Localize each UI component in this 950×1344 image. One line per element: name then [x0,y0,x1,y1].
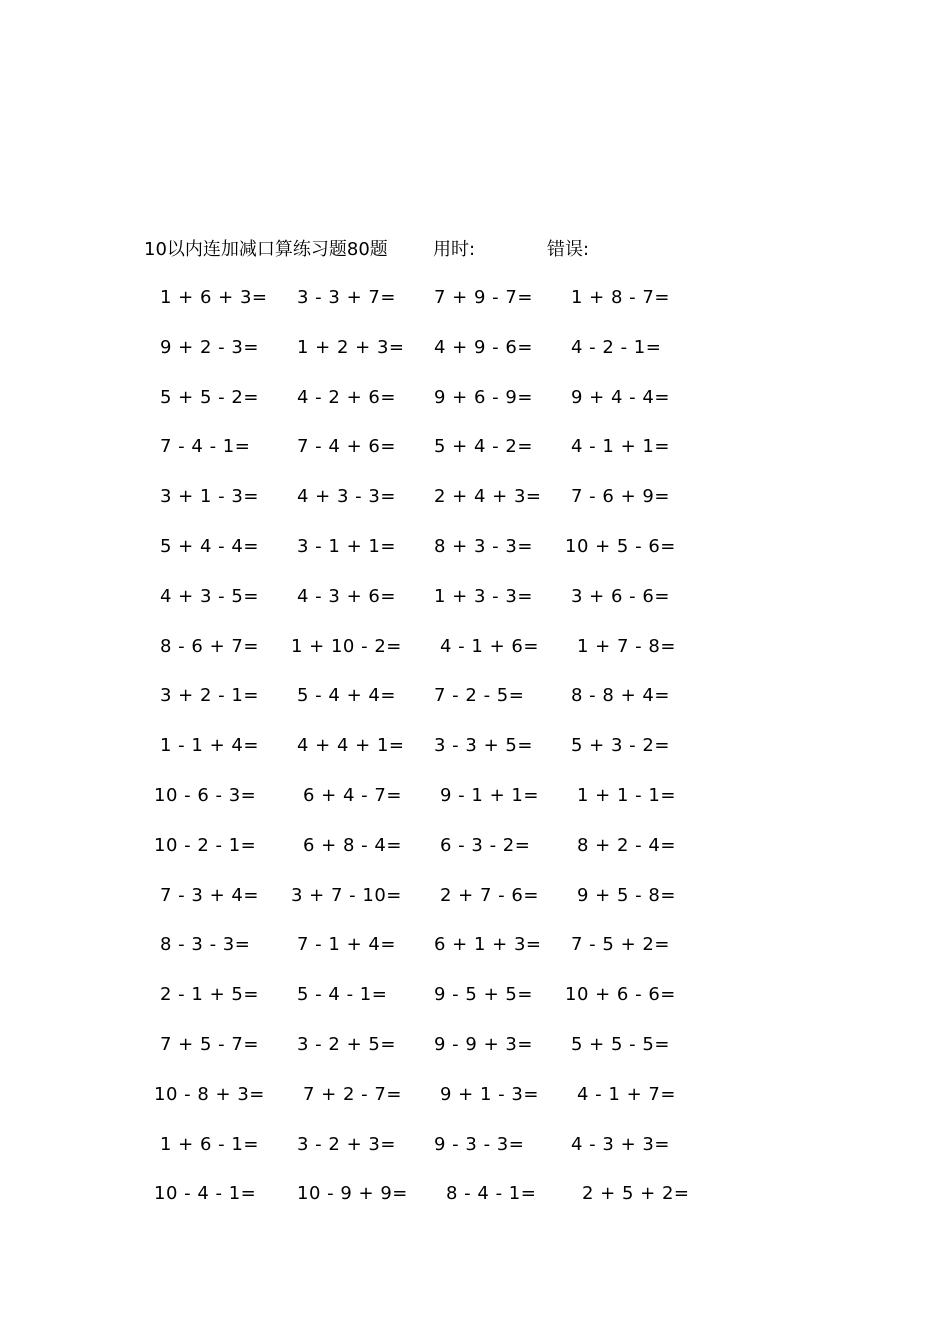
problem: 4 + 9 - 6= [434,336,533,358]
problem-row [140,633,700,683]
problem: 4 - 3 + 6= [297,585,396,607]
problem: 7 - 4 + 6= [297,436,396,458]
problem: 1 + 6 + 3= [160,287,268,308]
problem-row [140,931,700,981]
problem: 3 - 2 + 3= [297,1133,396,1155]
problem: 7 + 9 - 7= [434,287,533,308]
problem: 10 + 6 - 6= [565,984,676,1006]
problem-row [140,1031,700,1081]
problem: 5 - 4 - 1= [297,984,388,1006]
problem-row [140,981,700,1031]
problem: 10 - 8 + 3= [154,1083,265,1105]
problem: 4 - 1 + 1= [571,436,670,458]
problem: 9 - 9 + 3= [434,1033,533,1055]
problem: 1 + 10 - 2= [291,635,402,657]
problem: 6 + 1 + 3= [434,934,542,956]
problem: 9 - 5 + 5= [434,984,533,1006]
problem: 5 + 5 - 2= [160,386,259,408]
problem: 8 + 3 - 3= [434,535,533,557]
problem: 2 + 5 + 2= [582,1183,690,1205]
problem: 9 + 4 - 4= [571,386,670,408]
problem: 3 - 3 + 5= [434,735,533,757]
problem: 7 + 5 - 7= [160,1033,259,1055]
problem: 7 - 4 - 1= [160,436,251,458]
problem: 4 - 3 + 3= [571,1133,670,1155]
problem-row [140,1131,700,1181]
problem: 8 - 3 - 3= [160,934,251,956]
problem-row [140,732,700,782]
problem: 9 - 1 + 1= [440,784,539,806]
problem: 1 + 8 - 7= [571,287,670,308]
problem: 6 + 8 - 4= [303,834,402,856]
problem: 7 + 2 - 7= [303,1083,402,1105]
problem: 5 + 4 - 2= [434,436,533,458]
problem: 3 - 3 + 7= [297,287,396,308]
problem: 9 + 1 - 3= [440,1083,539,1105]
problem-row [140,882,700,932]
problem: 9 + 6 - 9= [434,386,533,408]
problem: 1 + 7 - 8= [577,635,676,657]
problem: 8 - 6 + 7= [160,635,259,657]
problem-row [140,1081,700,1131]
problem-row [140,1180,700,1230]
problem: 7 - 1 + 4= [297,934,396,956]
problem: 3 + 6 - 6= [571,585,670,607]
problem: 8 - 8 + 4= [571,685,670,707]
problem: 9 + 2 - 3= [160,336,259,358]
problem: 10 - 2 - 1= [154,834,257,856]
problem: 9 - 3 - 3= [434,1133,525,1155]
problem: 1 + 1 - 1= [577,784,676,806]
problem: 1 + 2 + 3= [297,336,405,358]
problem-row [140,832,700,882]
problem: 10 - 4 - 1= [154,1183,257,1205]
problem-row [140,682,700,732]
problem-row [140,433,700,483]
problem-row [140,384,700,434]
problem: 5 + 4 - 4= [160,535,259,557]
worksheet-title: 10以内连加减口算练习题80题 [144,239,388,260]
problem: 6 + 4 - 7= [303,784,402,806]
problem: 4 + 3 - 5= [160,585,259,607]
time-label: 用时: [433,239,476,260]
problem-row [140,583,700,633]
problem: 5 + 5 - 5= [571,1033,670,1055]
problem: 9 + 5 - 8= [577,884,676,906]
problem: 3 + 1 - 3= [160,486,259,508]
problem: 10 - 6 - 3= [154,784,257,806]
problem: 4 + 3 - 3= [297,486,396,508]
errors-label: 错误: [547,239,590,260]
problem-row [140,284,700,334]
problem: 3 + 2 - 1= [160,685,259,707]
problem: 1 + 3 - 3= [434,585,533,607]
problem: 5 - 4 + 4= [297,685,396,707]
problem-row [140,782,700,832]
problem: 4 - 2 + 6= [297,386,396,408]
problem: 5 + 3 - 2= [571,735,670,757]
problem: 8 - 4 - 1= [446,1183,537,1205]
problem: 3 - 1 + 1= [297,535,396,557]
problem: 4 - 1 + 7= [577,1083,676,1105]
problem: 6 - 3 - 2= [440,834,531,856]
problem: 4 - 1 + 6= [440,635,539,657]
problem: 1 - 1 + 4= [160,735,259,757]
problem: 10 - 9 + 9= [297,1183,408,1205]
problem: 7 - 6 + 9= [571,486,670,508]
problem: 1 + 6 - 1= [160,1133,259,1155]
problem: 4 - 2 - 1= [571,336,662,358]
problem: 2 + 4 + 3= [434,486,542,508]
problem: 3 - 2 + 5= [297,1033,396,1055]
problem: 3 + 7 - 10= [291,884,402,906]
problem-grid [140,284,700,1230]
problem-row [140,533,700,583]
problem: 10 + 5 - 6= [565,535,676,557]
problem: 7 - 3 + 4= [160,884,259,906]
problem: 7 - 5 + 2= [571,934,670,956]
problem: 8 + 2 - 4= [577,834,676,856]
problem-row [140,334,700,384]
problem-row [140,483,700,533]
problem: 2 - 1 + 5= [160,984,259,1006]
problem: 4 + 4 + 1= [297,735,405,757]
problem: 7 - 2 - 5= [434,685,525,707]
problem: 2 + 7 - 6= [440,884,539,906]
